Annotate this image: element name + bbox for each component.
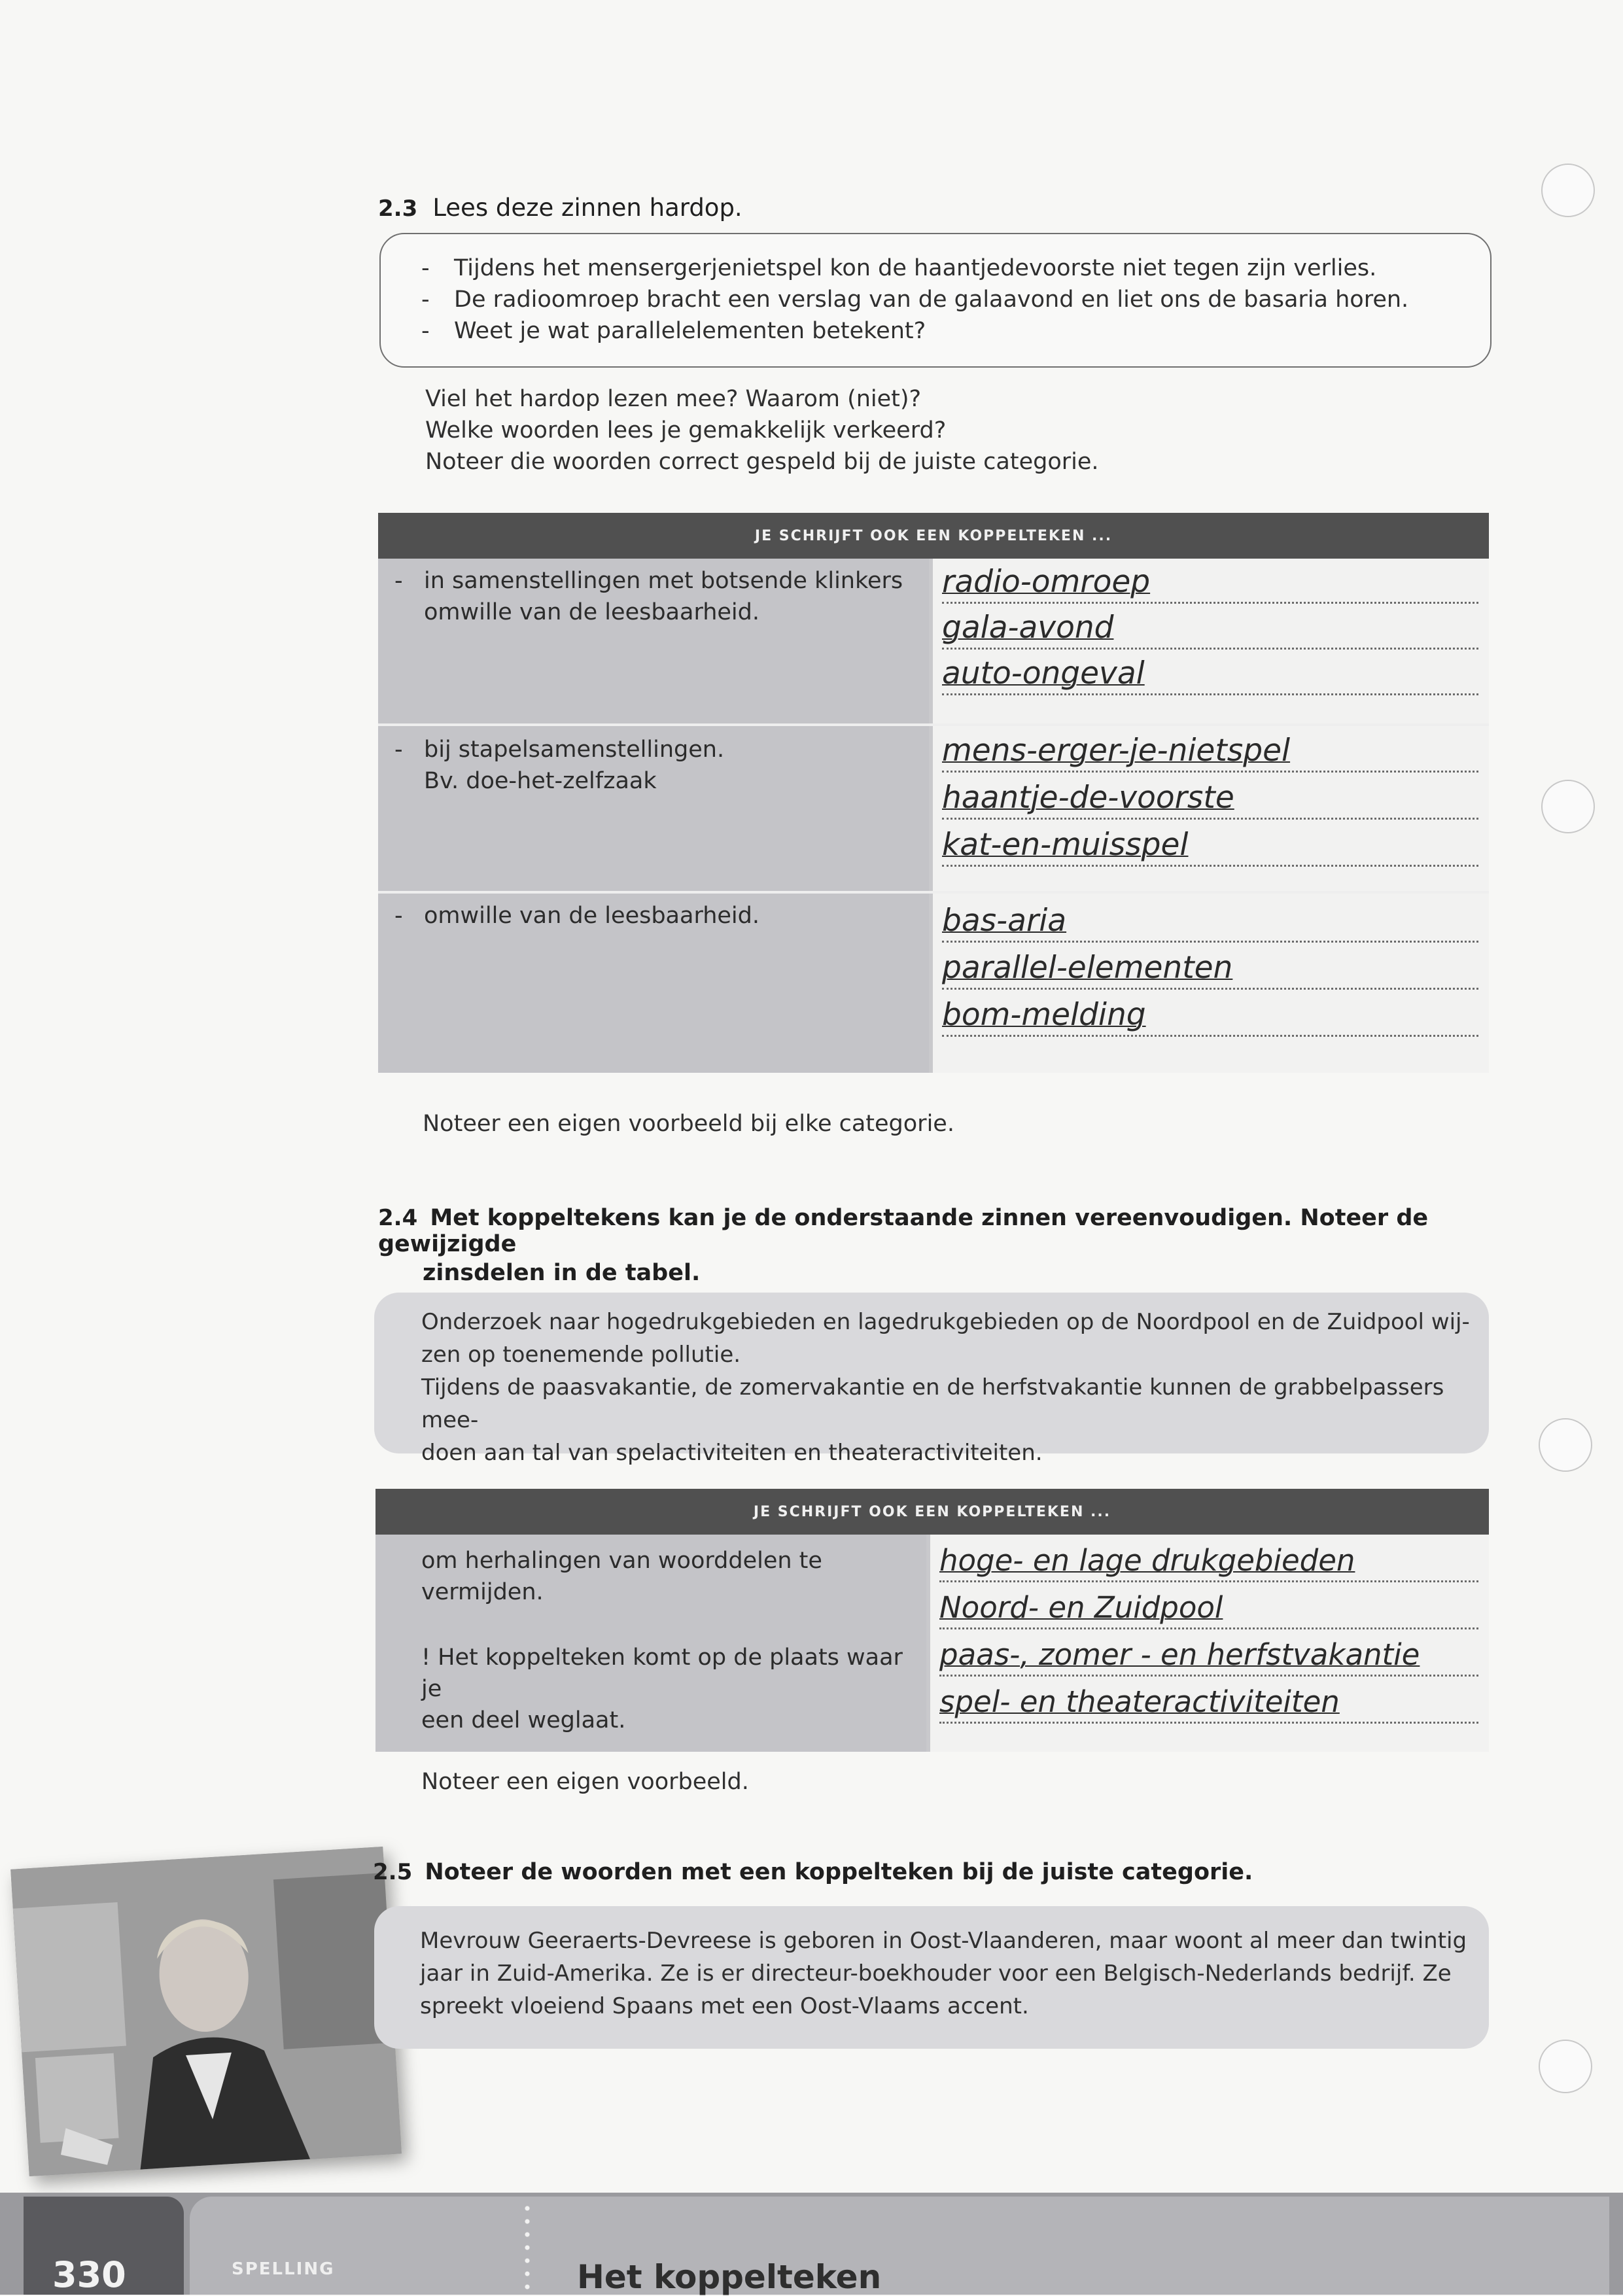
table-row [375,1535,1489,1752]
text-box [374,1293,1489,1466]
exercise-title: Met koppeltekens kan je de onderstaande zinnen vereenvoudigen. Noteer de gewijzigde [378,1205,1429,1257]
sentence-box [379,233,1492,368]
table-row [378,894,1489,1073]
exercise-title-continued: zinsdelen in de tabel. [423,1260,701,1286]
punch-hole [1539,1418,1592,1472]
question-line: Noteer die woorden correct gespeld bij de juiste categorie. [425,449,1099,475]
answer-line[interactable]: parallel-elementen [942,948,1478,990]
table-row [378,559,1489,723]
rule-text: - in samenstellingen met botsende klinkers omwille van de leesbaarheid. [424,565,903,628]
text-box-content [420,1924,1467,2023]
text-line: doen aan tal van spelactiviteiten en theateractiviteiten. [421,1440,1043,1466]
note-line: ! Het koppelteken komt op de plaats waar je [421,1644,903,1702]
exercise-number: 2.3 [378,196,418,222]
footer-tab [190,2197,1609,2295]
exercise-2-3-heading [378,194,742,222]
section-label: SPELLING [232,2259,335,2279]
rule-cell [378,726,929,891]
answer-line[interactable]: bom-melding [942,996,1478,1037]
instruction-text: Noteer een eigen voorbeeld. [421,1769,749,1795]
exercise-number: 2.4 [378,1205,418,1231]
table-row [378,726,1489,891]
text-line: spreekt vloeiend Spaans met een Oost-Vlaams accent. [420,1993,1029,2019]
portrait-illustration [10,1847,402,2176]
answer-line[interactable]: mens-erger-je-nietspel [942,731,1478,773]
rule-text: - omwille van de leesbaarheid. [424,900,759,931]
exercise-2-4-heading [378,1205,1490,1286]
text-box-content [421,1306,1489,1469]
answer-line[interactable]: Noord- en Zuidpool [939,1588,1478,1629]
punch-hole [1541,780,1595,833]
text-line: Mevrouw Geeraerts-Devreese is geboren in Oost-Vlaanderen, maar woont al meer dan twintig [420,1928,1467,1954]
answer-line[interactable]: radio-omroep [942,563,1478,604]
rule-line: in samenstellingen met botsende klinkers [424,568,903,594]
answer-line[interactable]: paas-, zomer - en herfstvakantie [939,1635,1478,1677]
instruction-text: Noteer een eigen voorbeeld bij elke categorie. [423,1111,954,1137]
question-line: Welke woorden lees je gemakkelijk verkeerd? [425,417,947,444]
sentence-item: - Tijdens het mensergerjenietspel kon de haantjedevoorste niet tegen zijn verlies. [421,252,1408,284]
sentence-item: - De radioomroep bracht een verslag van de galaavond en liet ons de basaria horen. [421,284,1408,315]
text-line: zen op toenemende pollutie. [421,1342,741,1368]
rule-line: Bv. doe-het-zelfzaak [424,768,657,794]
punch-hole [1541,164,1595,217]
rule-cell [378,894,929,1073]
note-line: een deel weglaat. [421,1707,626,1733]
answer-line[interactable]: hoge- en lage drukgebieden [939,1541,1478,1582]
exercise-number: 2.5 [373,1859,413,1885]
exercise-title: Lees deze zinnen hardop. [432,194,742,222]
sentence-list [421,252,1408,347]
answer-line[interactable]: bas-aria [942,901,1478,943]
text-line: jaar in Zuid-Amerika. Ze is er directeur-boekhouder voor een Belgisch-Nederlands bedrijf. Ze [420,1960,1452,1987]
answer-line[interactable]: spel- en theateractiviteiten [939,1682,1478,1724]
rule-line: bij stapelsamenstellingen. [424,737,725,763]
question-line: Viel het hardop lezen mee? Waarom (niet)? [425,386,922,412]
answer-line[interactable]: haantje-de-voorste [942,778,1478,820]
text-line: Tijdens de paasvakantie, de zomervakantie en de herfstvakantie kunnen de grabbelpassers mee- [421,1374,1444,1433]
answer-line[interactable]: auto-ongeval [942,654,1478,695]
question-block [425,383,1099,478]
answer-line[interactable]: gala-avond [942,608,1478,650]
page-number: 330 [52,2254,126,2295]
rule-cell [375,1535,926,1752]
text-line: Onderzoek naar hogedrukgebieden en lagedrukgebieden op de Noordpool en de Zuidpool wij- [421,1309,1470,1335]
punch-hole [1539,2040,1592,2093]
koppelteken-table-2 [375,1489,1489,1752]
portrait-photo [10,1847,402,2176]
answer-line[interactable]: kat-en-muisspel [942,826,1478,867]
rule-line: vermijden. [421,1579,544,1605]
rule-line: om herhalingen van woorddelen te [421,1548,822,1574]
rule-text [421,1545,926,1736]
dot-divider [525,2202,530,2293]
rule-text: - bij stapelsamenstellingen. Bv. doe-het-zelfzaak [424,734,724,797]
rule-line: omwille van de leesbaarheid. [424,599,760,625]
koppelteken-table [378,513,1489,1073]
table-header: JE SCHRIJFT OOK EEN KOPPELTEKEN ... [378,513,1489,559]
exercise-2-5-heading [373,1859,1253,1885]
exercise-title: Noteer de woorden met een koppelteken bij de juiste categorie. [425,1859,1253,1885]
table-header: JE SCHRIJFT OOK EEN KOPPELTEKEN ... [375,1489,1489,1535]
rule-cell [378,559,929,723]
page-number-tab [24,2197,184,2295]
rule-line: omwille van de leesbaarheid. [424,903,760,929]
chapter-title: Het koppelteken [577,2258,882,2296]
sentence-item: - Weet je wat parallelelementen betekent? [421,315,1408,347]
text-box [374,1906,1489,2049]
